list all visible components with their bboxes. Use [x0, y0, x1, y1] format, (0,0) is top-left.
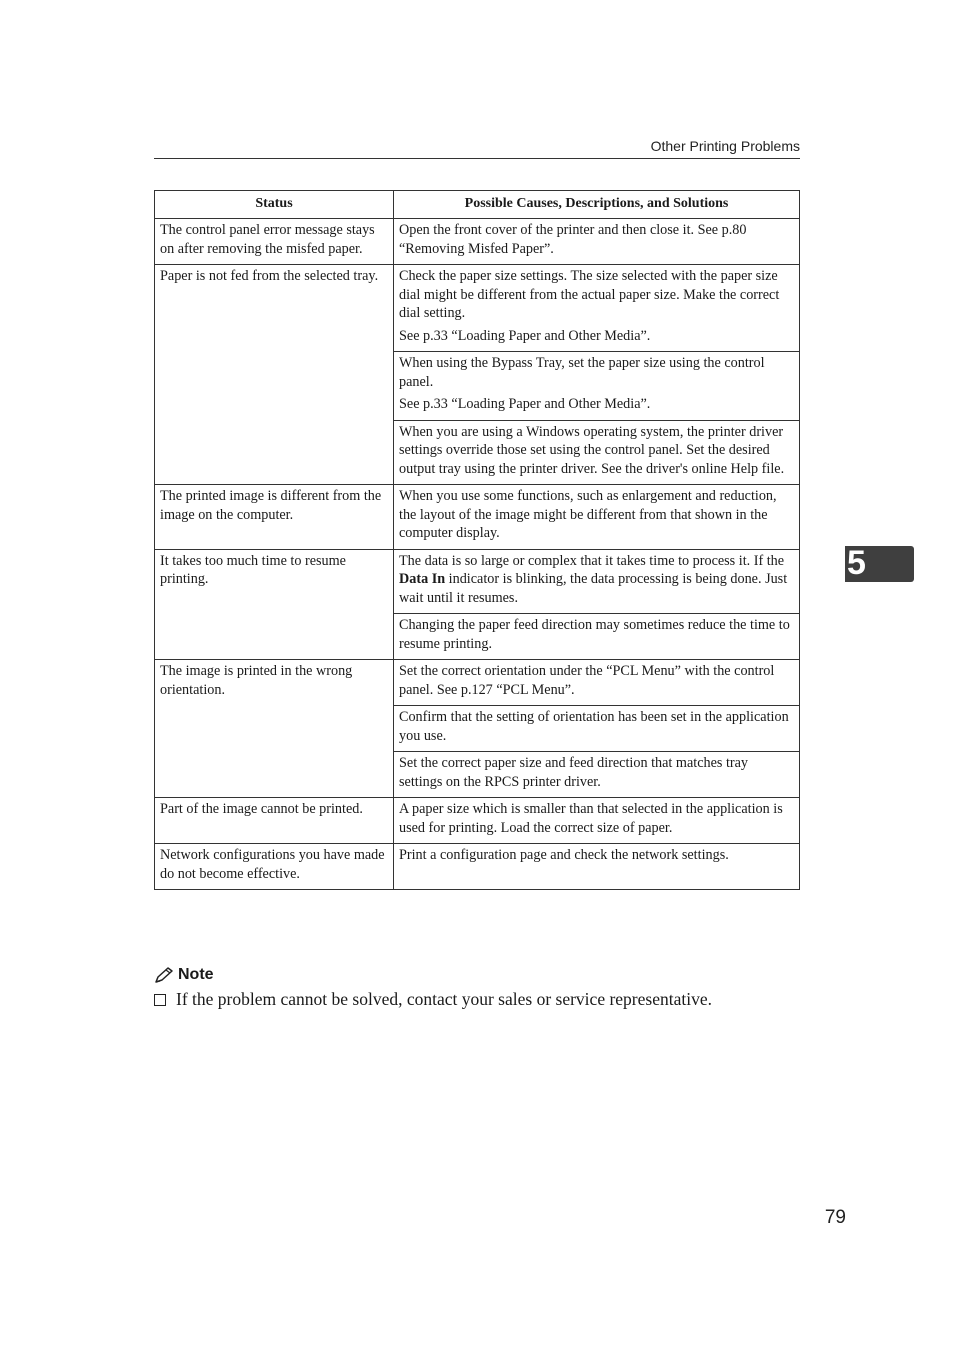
- solution-cell: [394, 420, 800, 485]
- table-row: [155, 485, 800, 550]
- table-header-row: [155, 191, 800, 219]
- status-cell: Network configurations you have made do not become effective.: [155, 844, 394, 890]
- solution-cell: [394, 219, 800, 265]
- table-row: [155, 660, 800, 706]
- page-number: 79: [824, 1207, 846, 1228]
- solution-paragraph: See p.33 “Loading Paper and Other Media”.: [399, 327, 651, 344]
- solution-paragraph: See p.33 “Loading Paper and Other Media”.: [399, 396, 651, 412]
- solution-paragraph: When using the Bypass Tray, set the paper size using the control panel.: [399, 355, 765, 390]
- solution-paragraph: Changing the paper feed direction may sometimes reduce the time to resume printing.: [399, 617, 790, 652]
- solution-paragraph: Confirm that the setting of orientation has been set in the application you use.: [399, 709, 789, 744]
- chapter-number: 5: [847, 544, 866, 582]
- status-cell: The image is printed in the wrong orientation.: [155, 660, 394, 798]
- column-header-solutions: Possible Causes, Descriptions, and Solutions: [394, 191, 800, 219]
- chapter-tab: [845, 546, 914, 582]
- solution-paragraph: [399, 552, 794, 608]
- solution-text: The data is so large or complex that it takes time to process it. If the: [399, 552, 785, 569]
- table-row: [155, 798, 800, 844]
- table-body: [155, 219, 800, 890]
- note-label: Note: [178, 966, 214, 983]
- troubleshooting-table: [154, 190, 800, 890]
- table-row: [155, 549, 800, 614]
- checkbox-bullet-icon: [154, 994, 166, 1006]
- status-cell: It takes too much time to resume printing.: [155, 549, 394, 660]
- solution-cell: [394, 844, 800, 890]
- column-header-status: Status: [155, 191, 394, 219]
- solution-paragraph: A paper size which is smaller than that selected in the application is used for printing. Load the correct size of paper.: [399, 801, 783, 836]
- status-cell: The control panel error message stays on after removing the misfed paper.: [155, 219, 394, 265]
- note-text: If the problem cannot be solved, contact your sales or service representative.: [176, 989, 712, 1009]
- solution-cell: [394, 752, 800, 798]
- solution-cell: [394, 798, 800, 844]
- header-rule: [154, 158, 800, 159]
- table-row: [155, 844, 800, 890]
- solution-text: indicator is blinking, the data processing is being done. Just wait until it resumes.: [399, 571, 788, 606]
- solution-cell: [394, 549, 800, 614]
- solution-paragraph: Print a configuration page and check the network settings.: [399, 847, 729, 863]
- solution-cell: [394, 660, 800, 706]
- solution-cell: [394, 706, 800, 752]
- solution-cell: [394, 265, 800, 352]
- table-row: [155, 219, 800, 265]
- table-row: [155, 265, 800, 352]
- solution-cell: [394, 485, 800, 550]
- status-cell: Paper is not fed from the selected tray.: [155, 265, 394, 485]
- solution-paragraph: Open the front cover of the printer and then close it. See p.80 “Removing Misfed Paper”.: [399, 222, 747, 257]
- running-title: Other Printing Problems: [650, 138, 800, 154]
- solution-paragraph: When you use some functions, such as enlargement and reduction, the layout of the image might be different from that shown in the computer display.: [399, 488, 777, 541]
- status-cell: Part of the image cannot be printed.: [155, 798, 394, 844]
- status-cell: The printed image is different from the image on the computer.: [155, 485, 394, 550]
- note-heading: [154, 964, 214, 986]
- solution-paragraph: Check the paper size settings. The size selected with the paper size dial might be different from the actual paper size. Make the correct dial setting.: [399, 268, 780, 321]
- solution-cell: [394, 352, 800, 421]
- solution-paragraph: When you are using a Windows operating system, the printer driver settings override those set using the control panel. Set the desired output tray using the printer driver. See the driver's online Help file.: [399, 423, 785, 477]
- indicator-name: Data In: [399, 571, 446, 587]
- note-item: [154, 989, 834, 1010]
- solution-paragraph: Set the correct paper size and feed direction that matches tray settings on the RPCS printer driver.: [399, 755, 749, 790]
- pencil-icon: [154, 966, 174, 984]
- solution-cell: [394, 614, 800, 660]
- solution-paragraph: Set the correct orientation under the “PCL Menu” with the control panel. See p.127 “PCL Menu”.: [399, 663, 775, 698]
